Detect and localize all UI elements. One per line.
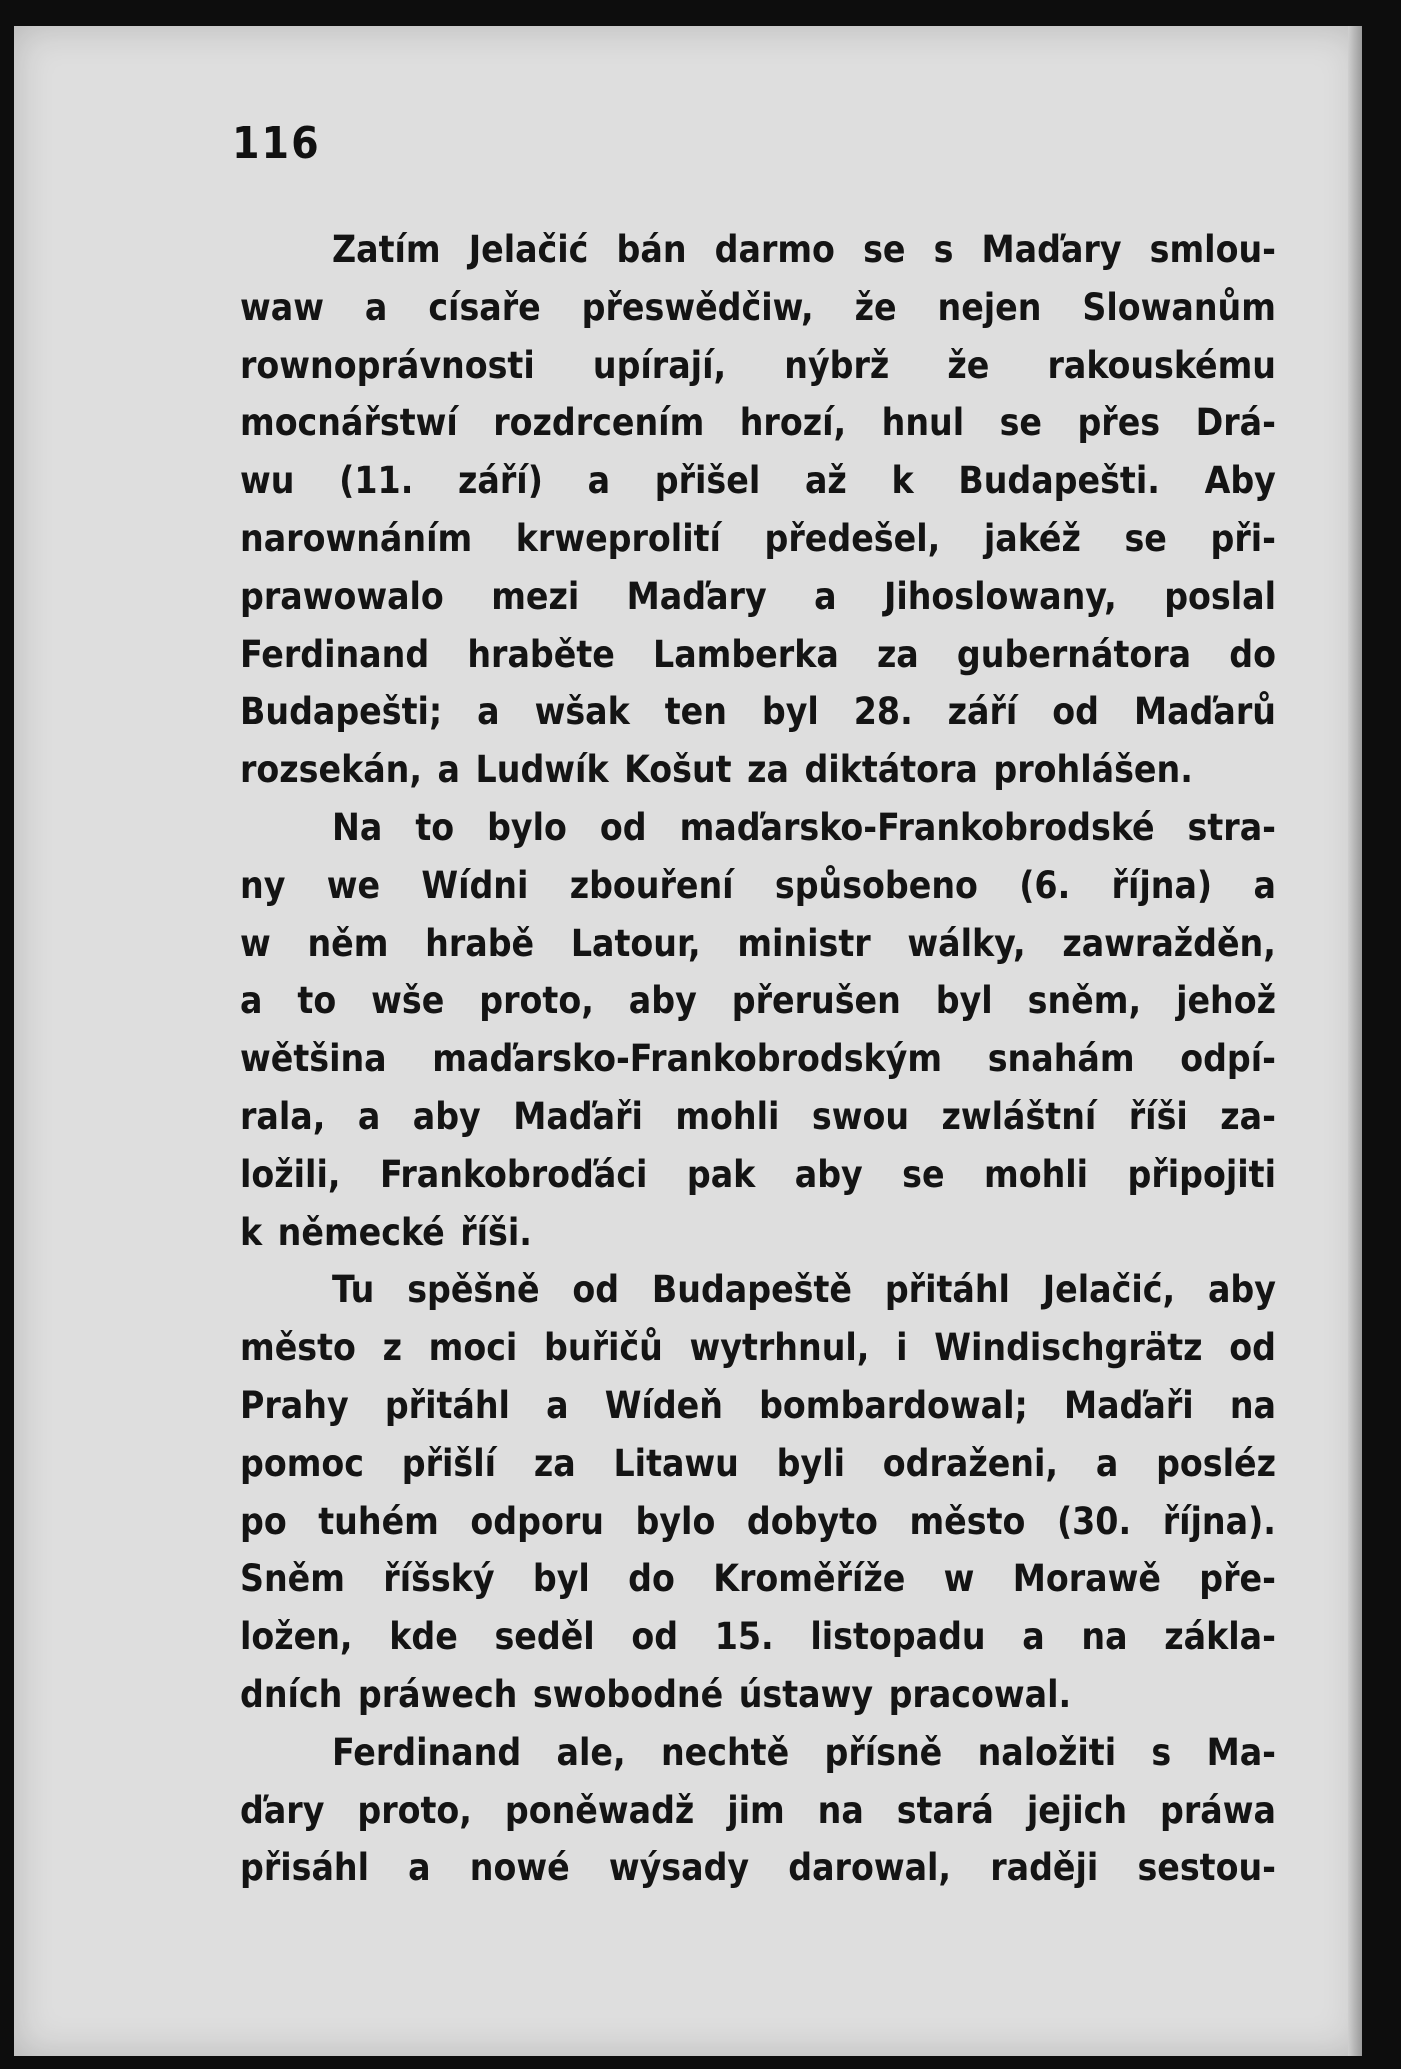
text-line: Ferdinand hraběte Lamberka za gubernátora do [240, 632, 1276, 676]
text-line: k německé říši. [240, 1210, 532, 1254]
book-page [14, 26, 1362, 2056]
text-line: ložili, Frankobroďáci pak aby se mohli připojiti [240, 1152, 1276, 1196]
text-line: rala, a aby Maďaři mohli swou zwláštní říši za- [240, 1094, 1276, 1138]
text-line: a to wše proto, aby přerušen byl sněm, jehož [240, 979, 1276, 1023]
text-line: Na to bylo od maďarsko-Frankobrodské stra- [332, 805, 1276, 849]
text-line: wětšina maďarsko-Frankobrodským snahám odpí- [240, 1037, 1276, 1081]
text-line: waw a císaře přeswědčiw, že nejen Slowanům [240, 285, 1276, 329]
text-line: rownoprávnosti upírají, nýbrž že rakouskému [240, 343, 1276, 387]
text-line: po tuhém odporu bylo dobyto město (30. října). [240, 1499, 1276, 1543]
text-line: ny we Wídni zbouření spůsobeno (6. října) a [240, 863, 1276, 907]
text-line: mocnářstwí rozdrcením hrozí, hnul se přes Drá- [240, 401, 1276, 445]
text-line: město z moci buřičů wytrhnul, i Windischgrätz od [240, 1326, 1276, 1370]
text-line: wu (11. září) a přišel až k Budapešti. Aby [240, 459, 1276, 503]
text-line: Tu spěšně od Budapeště přitáhl Jelačić, aby [332, 1268, 1276, 1312]
body-text [240, 221, 1276, 1897]
text-line: Sněm říšský byl do Kroměříže w Morawě pře- [240, 1557, 1276, 1601]
text-line: dních práwech swobodné ústawy pracowal. [240, 1672, 1072, 1716]
text-line: rozsekán, a Ludwík Košut za diktátora prohlášen. [240, 748, 1193, 792]
text-line: přisáhl a nowé wýsady darowal, raději sestou- [240, 1846, 1276, 1890]
text-line: narownáním krweprolití předešel, jakéž se při- [240, 516, 1276, 560]
text-line: ďary proto, poněwadž jim na stará jejich práwa [240, 1788, 1276, 1832]
text-line: ložen, kde seděl od 15. listopadu a na zákla- [240, 1615, 1276, 1659]
text-line: pomoc přišlí za Litawu byli odraženi, a posléz [240, 1441, 1276, 1485]
text-line: w něm hrabě Latour, ministr wálky, zawražděn, [240, 921, 1276, 965]
text-line: Zatím Jelačić bán darmo se s Maďary smlou- [332, 228, 1276, 271]
page-number: 116 [232, 118, 321, 169]
text-line: prawowalo mezi Maďary a Jihoslowany, poslal [240, 574, 1276, 618]
text-line: Prahy přitáhl a Wídeň bombardowal; Maďaři na [240, 1383, 1276, 1427]
text-line: Ferdinand ale, nechtě přísně naložiti s Ma- [332, 1730, 1276, 1774]
text-line: Budapešti; a wšak ten byl 28. září od Maďarů [240, 690, 1276, 734]
